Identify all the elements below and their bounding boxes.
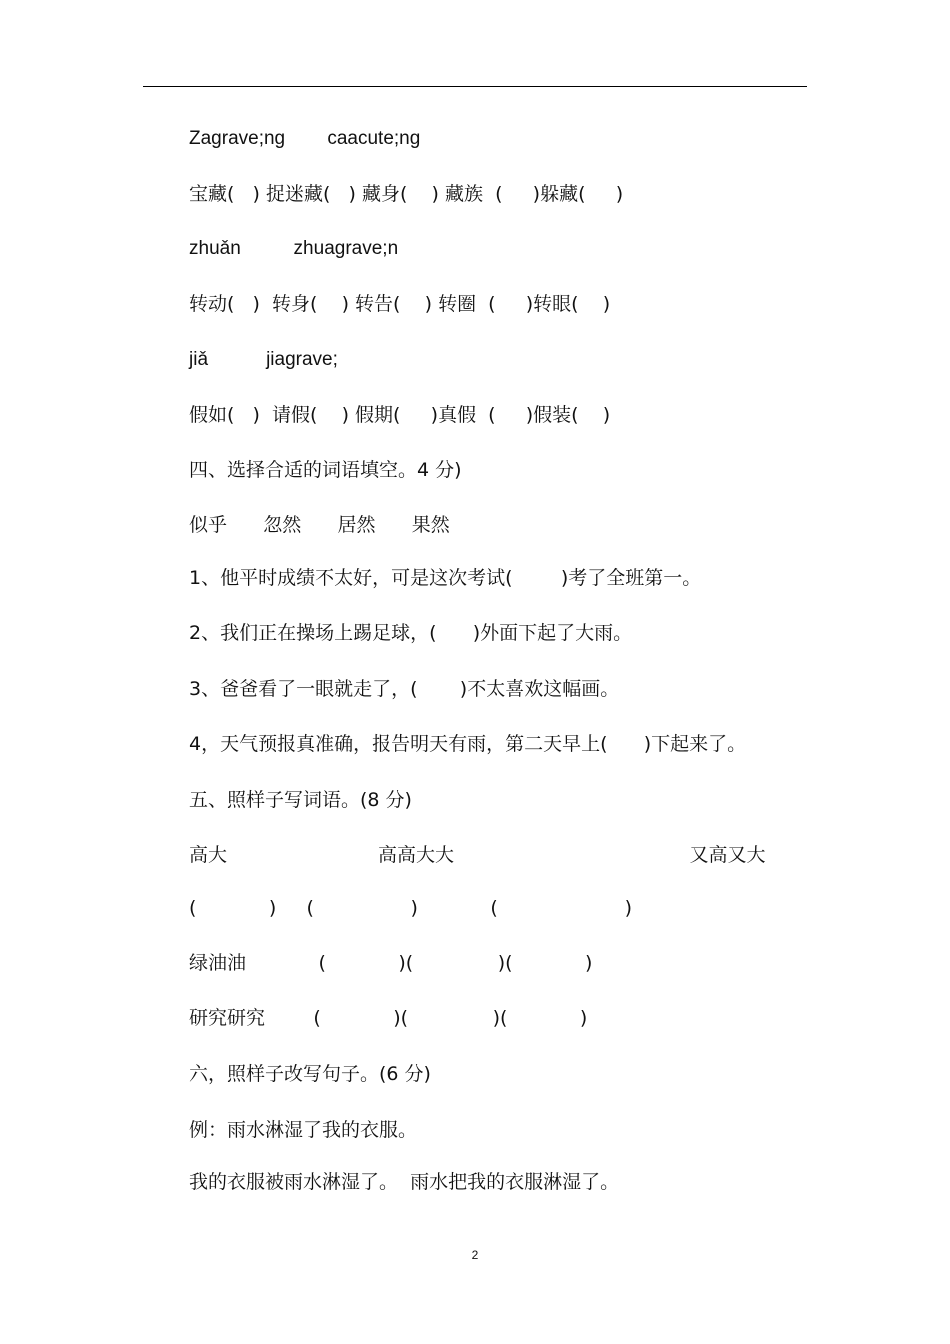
section-6-heading: 六，照样子改写句子。(6 分) xyxy=(189,1063,431,1085)
zhuan-words-row: 转动( ) 转身( ) 转告( ) 转圈 ( )转眼( ) xyxy=(189,293,611,315)
section-4-heading: 四、选择合适的词语填空。4 分) xyxy=(189,459,462,481)
pinyin-zang-cang: Zagrave;ng caacute;ng xyxy=(189,128,421,149)
question-3: 3、爸爸看了一眼就走了，( )不太喜欢这幅画。 xyxy=(189,678,620,700)
pinyin-zhuan: zhuǎn zhuagrave;n xyxy=(189,238,399,259)
jia-words-row: 假如( ) 请假( ) 假期( )真假 ( )假装( ) xyxy=(189,404,611,426)
blank-brackets-row: ( ) ( ) ( ) xyxy=(189,897,633,919)
example-words-row: 高大 高高大大 又高又大 xyxy=(189,844,766,866)
question-4: 4，天气预报真准确，报告明天有雨，第二天早上( )下起来了。 xyxy=(189,733,747,755)
zang-words-row: 宝藏( ) 捉迷藏( ) 藏身( ) 藏族 ( )躲藏( ) xyxy=(189,183,624,205)
question-2: 2、我们正在操场上踢足球，( )外面下起了大雨。 xyxy=(189,622,633,644)
pinyin-jia: jiǎ jiagrave; xyxy=(189,349,338,370)
header-rule xyxy=(143,86,807,87)
word-bank: 似乎 忽然 居然 果然 xyxy=(189,514,450,536)
rewritten-sentences: 我的衣服被雨水淋湿了。 雨水把我的衣服淋湿了。 xyxy=(189,1171,620,1193)
example-sentence: 例：雨水淋湿了我的衣服。 xyxy=(189,1119,418,1141)
section-5-heading: 五、照样子写词语。(8 分) xyxy=(189,789,412,811)
page-number: 2 xyxy=(471,1248,479,1262)
yanjiu-row: 研究研究 ( )( )( ) xyxy=(189,1007,588,1029)
lvyouyou-row: 绿油油 ( )( )( ) xyxy=(189,952,593,974)
question-1: 1、他平时成绩不太好，可是这次考试( )考了全班第一。 xyxy=(189,567,702,589)
